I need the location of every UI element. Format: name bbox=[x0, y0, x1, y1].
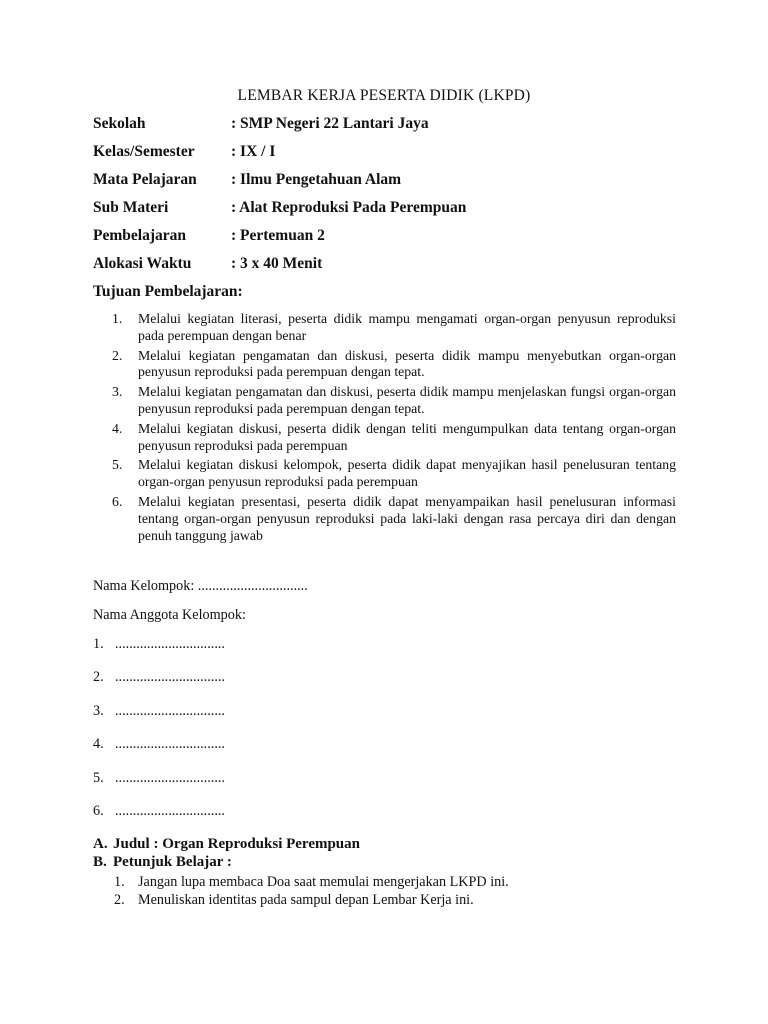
info-row-mata-pelajaran bbox=[93, 171, 693, 191]
member-row bbox=[93, 669, 225, 686]
list-item bbox=[112, 348, 676, 382]
section-letter: A. bbox=[93, 836, 108, 852]
info-value: : 3 x 40 Menit bbox=[231, 255, 323, 272]
member-number: 6. bbox=[93, 803, 104, 819]
member-number: 1. bbox=[93, 636, 104, 652]
member-number: 2. bbox=[93, 669, 104, 685]
member-number: 5. bbox=[93, 770, 104, 786]
info-label: Mata Pelajaran bbox=[93, 171, 197, 188]
info-label: Alokasi Waktu bbox=[93, 255, 192, 272]
info-row-pembelajaran bbox=[93, 227, 693, 247]
member-blank: ............................... bbox=[115, 736, 225, 752]
member-row bbox=[93, 636, 225, 653]
info-row-kelas-semester bbox=[93, 143, 693, 163]
member-blank: ............................... bbox=[115, 770, 225, 786]
member-row bbox=[93, 703, 225, 720]
list-text: Melalui kegiatan diskusi kelompok, peserta didik dapat menyajikan hasil penelusuran tentang organ-organ penyusun reproduksi pada perempuan bbox=[138, 457, 676, 490]
list-text: Melalui kegiatan pengamatan dan diskusi, peserta didik mampu menyebutkan organ-organ penyusun reproduksi pada perempuan dengan tepat. bbox=[138, 347, 676, 380]
info-value: : Pertemuan 2 bbox=[231, 227, 325, 244]
list-number: 1. bbox=[112, 311, 123, 326]
section-text: Petunjuk Belajar : bbox=[113, 854, 232, 870]
page-title: LEMBAR KERJA PESERTA DIDIK (LKPD) bbox=[237, 87, 531, 104]
list-text: Melalui kegiatan presentasi, peserta didik dapat menyampaikan hasil penelusuran informasi tentang organ-organ penyusun reproduksi pada laki-laki dengan rasa percaya diri dan dengan penuh tanggung jawab bbox=[138, 493, 676, 543]
list-number: 3. bbox=[112, 384, 123, 400]
list-item bbox=[114, 873, 509, 891]
list-number: 5. bbox=[112, 457, 123, 473]
member-number: 3. bbox=[93, 703, 104, 719]
list-item bbox=[112, 457, 676, 491]
member-row bbox=[93, 803, 225, 820]
list-number: 6. bbox=[112, 493, 123, 509]
list-number: 1. bbox=[114, 874, 125, 890]
list-number: 2. bbox=[114, 892, 125, 908]
list-item bbox=[112, 421, 676, 455]
list-number: 4. bbox=[112, 420, 123, 436]
info-row-sub-materi bbox=[93, 199, 693, 219]
info-row-alokasi-waktu bbox=[93, 255, 693, 275]
list-text: Jangan lupa membaca Doa saat memulai mengerjakan LKPD ini. bbox=[138, 874, 509, 890]
section-text: Judul : Organ Reproduksi Perempuan bbox=[113, 836, 360, 852]
member-blank: ............................... bbox=[115, 803, 225, 819]
member-number: 4. bbox=[93, 736, 104, 752]
member-blank: ............................... bbox=[115, 669, 225, 685]
info-value: : Alat Reproduksi Pada Perempuan bbox=[231, 199, 467, 216]
member-row bbox=[93, 736, 225, 753]
info-row-sekolah bbox=[93, 115, 693, 135]
group-name-field: Nama Kelompok: ............................... bbox=[93, 578, 308, 594]
info-value: : SMP Negeri 22 Lantari Jaya bbox=[231, 115, 429, 132]
list-text: Melalui kegiatan diskusi, peserta didik dengan teliti mengumpulkan data tentang organ-organ penyusun reproduksi pada perempuan bbox=[138, 420, 676, 453]
objectives-heading: Tujuan Pembelajaran: bbox=[93, 283, 243, 300]
info-value: : Ilmu Pengetahuan Alam bbox=[231, 171, 402, 188]
group-members-label: Nama Anggota Kelompok: bbox=[93, 607, 246, 623]
info-label: Sekolah bbox=[93, 115, 146, 132]
list-item bbox=[114, 891, 509, 909]
section-b-title bbox=[93, 854, 232, 871]
info-label: Pembelajaran bbox=[93, 227, 186, 244]
list-text: Menuliskan identitas pada sampul depan Lembar Kerja ini. bbox=[138, 892, 474, 908]
member-blank: ............................... bbox=[115, 703, 225, 719]
section-letter: B. bbox=[93, 854, 107, 870]
info-label: Sub Materi bbox=[93, 199, 169, 216]
list-item bbox=[112, 494, 676, 544]
info-label: Kelas/Semester bbox=[93, 143, 195, 160]
list-text: Melalui kegiatan pengamatan dan diskusi, peserta didik mampu menjelaskan fungsi organ-organ penyusun reproduksi pada perempuan dengan tepat. bbox=[138, 384, 676, 416]
section-a-title bbox=[93, 836, 360, 853]
list-text: Melalui kegiatan literasi, peserta didik mampu mengamati organ-organ penyusun reproduksi pada perempuan dengan benar bbox=[138, 311, 676, 343]
list-number: 2. bbox=[112, 347, 123, 363]
list-item bbox=[112, 384, 676, 418]
instruction-list bbox=[114, 873, 509, 909]
member-row bbox=[93, 770, 225, 787]
member-blank: ............................... bbox=[115, 636, 225, 652]
objectives-list bbox=[112, 311, 676, 547]
list-item bbox=[112, 311, 676, 345]
info-value: : IX / I bbox=[231, 143, 276, 160]
